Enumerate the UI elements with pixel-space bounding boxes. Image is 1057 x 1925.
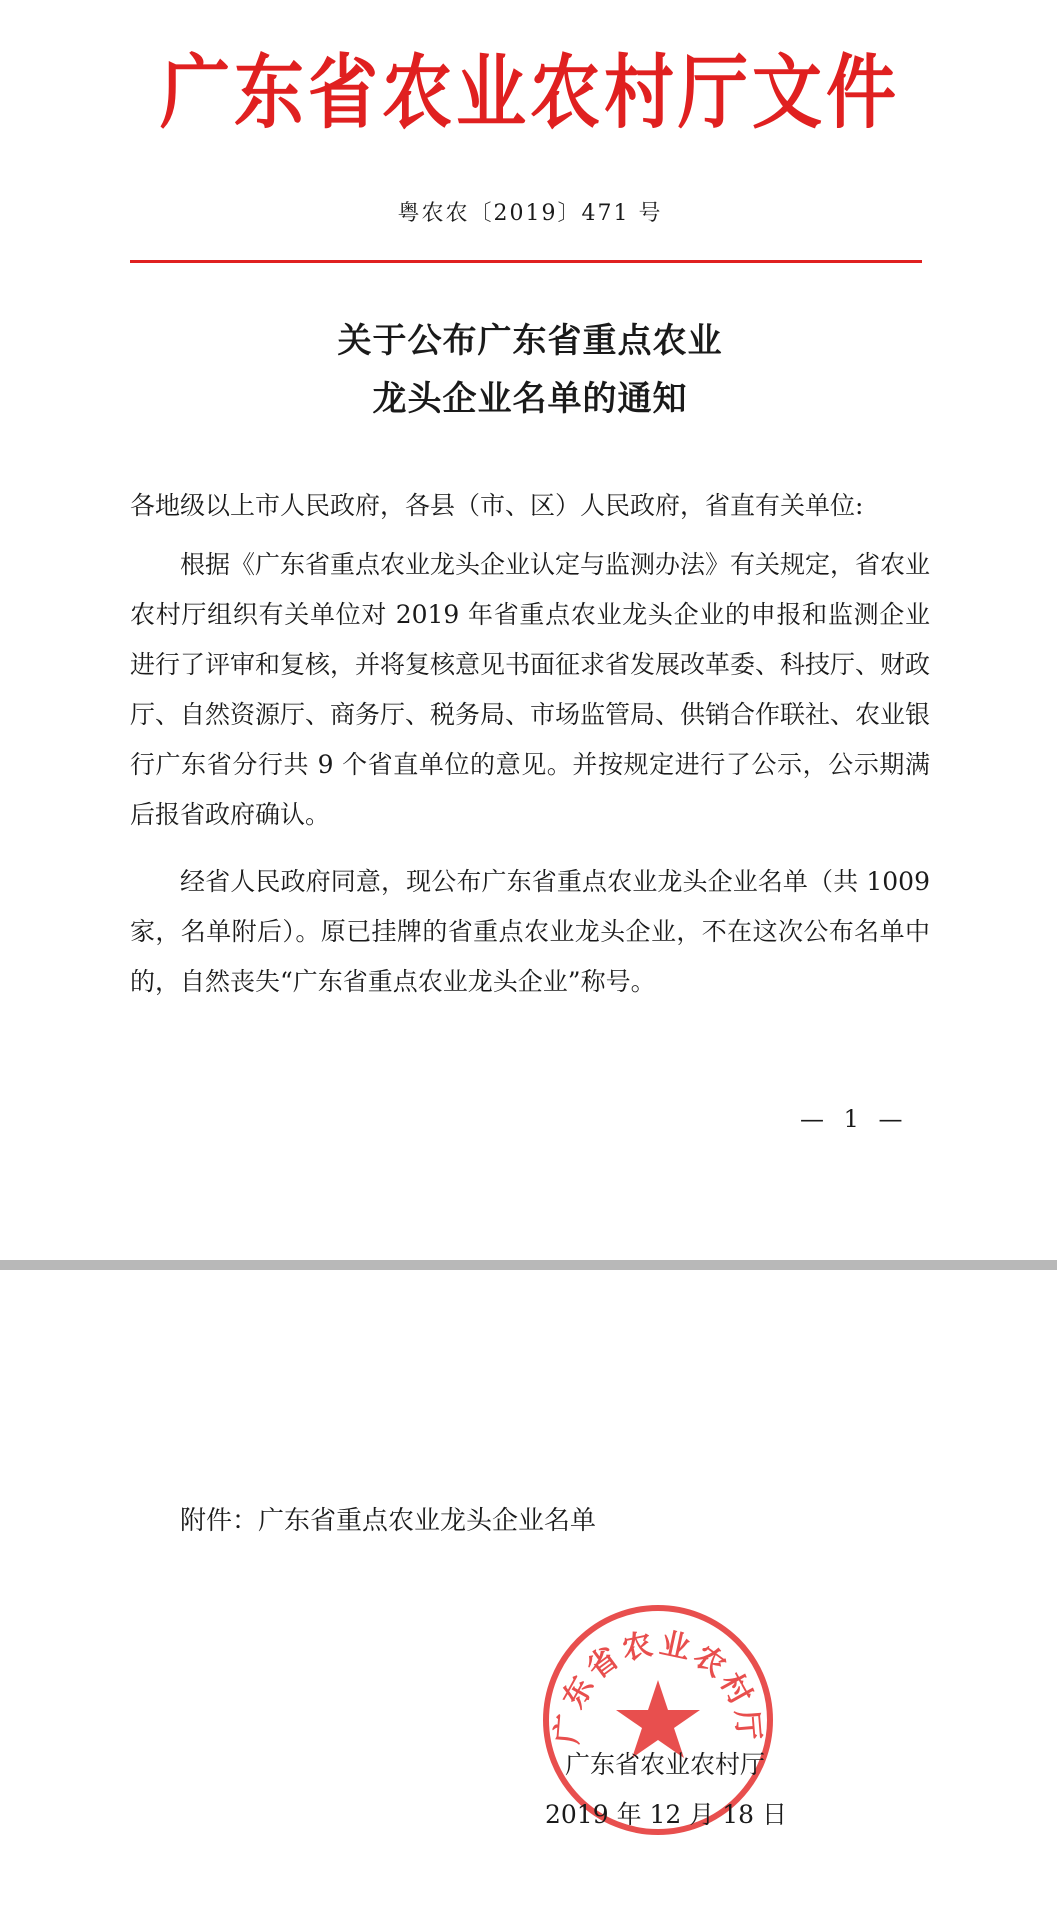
red-divider (130, 260, 922, 263)
page-number: — 1 — (800, 1105, 909, 1133)
issue-date: 2019 年 12 月 18 日 (545, 1800, 787, 1829)
agency-header: 广东省农业农村厅文件 (160, 45, 900, 141)
body-paragraph-1: 根据《广东省重点农业龙头企业认定与监测办法》有关规定，省农业农村厅组织有关单位对 2019 年省重点农业龙头企业的申报和监测企业进行了评审和复核，并将复核意见书面征求省发展改革委、科技厅、财政厅、自然资源厅、商务厅、税务局、市场监管局、供销合作联社、农业银行广东省分行共 9 个省直单位的意见。并按规定进行了公示，公示期满后报省政府确认。 (130, 550, 931, 829)
attachment-line: 附件：广东省重点农业龙头企业名单 (180, 1506, 597, 1536)
seal-text: 广东省农业农村厅 (549, 1626, 767, 1746)
document-number: 粤农农〔2019〕471 号 (397, 201, 663, 226)
salutation: 各地级以上市人民政府，各县（市、区）人民政府，省直有关单位: (130, 491, 864, 520)
page-separator (0, 1260, 1057, 1270)
notice-title (130, 312, 930, 428)
document-page-2 (0, 1270, 1057, 1925)
body-paragraph-2: 经省人民政府同意，现公布广东省重点农业龙头企业名单（共 1009 家，名单附后）。原已挂牌的省重点农业龙头企业，不在这次公布名单中的，自然丧失“广东省重点农业龙头企业”称号。 (130, 867, 930, 996)
title-line-2: 龙头企业名单的通知 (372, 379, 688, 419)
title-line-1: 关于公布广东省重点农业 (337, 321, 723, 361)
issuer-signature: 广东省农业农村厅 (564, 1750, 765, 1779)
